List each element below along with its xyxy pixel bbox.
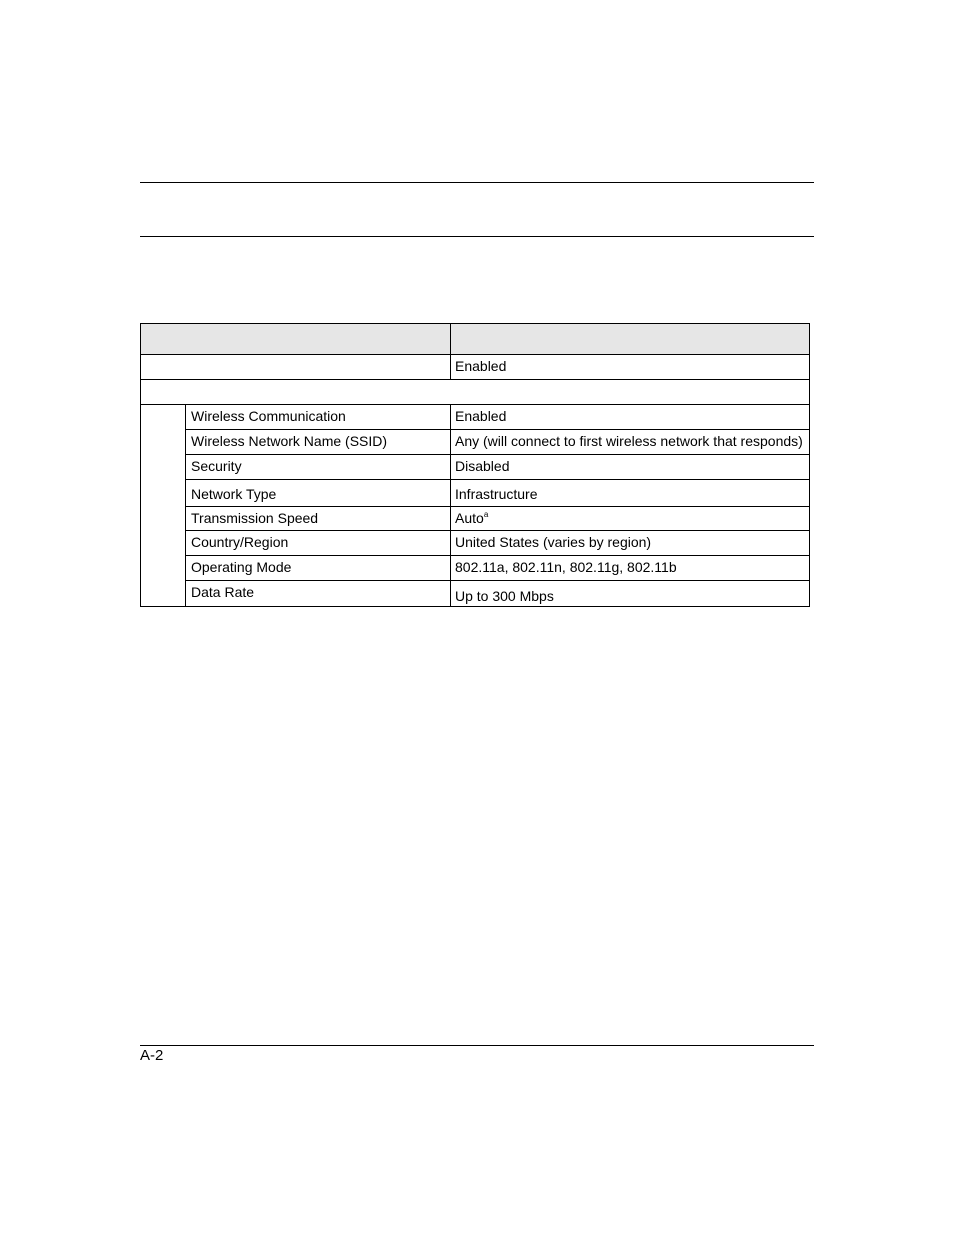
- page-number: A-2: [140, 1047, 164, 1064]
- table-cell-setting: Network Type: [191, 486, 277, 502]
- row-divider: [185, 530, 810, 531]
- row-divider: [140, 404, 810, 405]
- table-cell-value: Any (will connect to first wireless network that responds): [455, 433, 803, 449]
- row-divider: [185, 580, 810, 581]
- header-rule-bottom: [140, 236, 814, 237]
- row-divider: [185, 479, 810, 480]
- header-rule-top: [140, 182, 814, 183]
- table-cell-setting: Country/Region: [191, 534, 289, 550]
- row-divider: [185, 429, 810, 430]
- column-divider: [450, 404, 451, 607]
- row-divider: [140, 379, 810, 380]
- row-divider: [140, 354, 810, 355]
- table-cell-value: Up to 300 Mbps: [455, 588, 554, 604]
- table-cell-setting: Transmission Speed: [191, 510, 319, 526]
- table-cell-setting: Operating Mode: [191, 559, 292, 575]
- table-cell-value: Enabled: [455, 408, 507, 424]
- table-cell-setting: Wireless Network Name (SSID): [191, 433, 388, 449]
- table-cell-setting: Data Rate: [191, 584, 255, 600]
- table-cell-setting: Wireless Communication: [191, 408, 346, 424]
- table-cell-value: United States (varies by region): [455, 534, 652, 550]
- table-cell-setting: Security: [191, 458, 242, 474]
- footnote-marker[interactable]: a: [483, 510, 489, 519]
- table-border-left: [140, 323, 141, 607]
- row-divider: [185, 555, 810, 556]
- table-header-row: [141, 324, 809, 354]
- table-border-top: [140, 323, 810, 324]
- column-divider: [450, 323, 451, 380]
- table-cell-value: Infrastructure: [455, 486, 538, 502]
- table-cell-value: Disabled: [455, 458, 510, 474]
- table-border-right: [809, 323, 810, 607]
- table-cell-value: [455, 510, 488, 527]
- indent-column-divider: [185, 404, 186, 607]
- table-cell-value: 802.11a, 802.11n, 802.11g, 802.11b: [455, 559, 677, 575]
- table-border-bottom: [140, 606, 810, 607]
- row-divider: [185, 506, 810, 507]
- value-text: Auto: [455, 510, 484, 526]
- footer-rule: [140, 1045, 814, 1046]
- table-cell-value: Enabled: [455, 358, 507, 374]
- row-divider: [185, 454, 810, 455]
